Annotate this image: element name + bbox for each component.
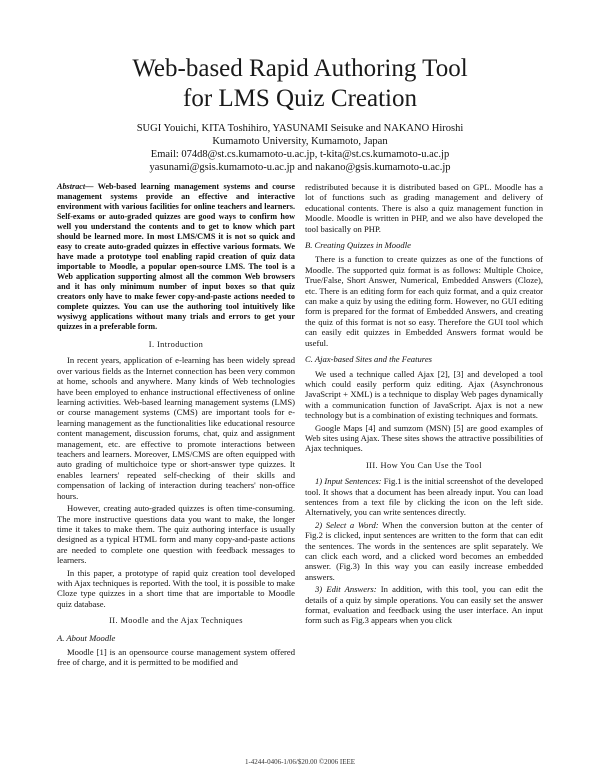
section-heading-moodle-ajax: II. Moodle and the Ajax Techniques xyxy=(109,616,243,626)
moodle-continued-paragraph: redistributed because it is distributed based on GPL. Moodle has a lot of functions such as grading management and delivery of educational contents. There is also a quiz management function in Moodle. Moodle is written in PHP, and we also have developed the tool basically on PHP. xyxy=(305,182,543,234)
step-3-lead: 3) Edit Answers: xyxy=(315,584,377,595)
email-line-1: Email: 074d8@st.cs.kumamoto-u.ac.jp, t-kita@st.cs.kumamoto-u.ac.jp xyxy=(150,149,450,160)
paper-title xyxy=(0,54,600,114)
subsection-heading-creating-quizzes: B. Creating Quizzes in Moodle xyxy=(305,240,411,251)
step-edit-answers xyxy=(305,584,543,626)
title-line-2: for LMS Quiz Creation xyxy=(183,85,417,112)
step-select-word xyxy=(305,520,543,582)
step-1-lead: 1) Input Sentences: xyxy=(315,476,382,487)
step-input-sentences xyxy=(305,476,543,518)
subsection-heading-about-moodle: A. About Moodle xyxy=(57,632,116,643)
affiliation: Kumamoto University, Kumamoto, Japan xyxy=(212,136,388,147)
author-names: SUGI Youichi, KITA Toshihiro, YASUNAMI Seisuke and NAKANO Hiroshi xyxy=(136,123,464,134)
abstract-lead: Abstract xyxy=(57,182,86,191)
copyright-footer: 1-4244-0406-1/06/$20.00 ©2006 IEEE xyxy=(244,758,356,766)
creating-quizzes-paragraph: There is a function to create quizzes as one of the functions of Moodle. The supported quiz format is as follows: Multiple Choice, True/False, Short Answer, Numerical, Embedded Answers (Cloze), etc. There is an editing form for each quiz format, and a quiz creator can make a quiz by using the editing form. However, no GUI editing form is prepared for the format of Embedded Answers, and creating the quiz of this format is not so easy. Therefore the GUI tool which can easily edit quizzes in Embedded Answers format would be useful. xyxy=(305,254,543,348)
ajax-paragraph-1: We used a technique called Ajax [2], [3] and developed a tool which could easily perform quiz editing. Ajax (Asynchronous JavaScript + XML) is a technique to display Web pages dynamically with a communication function of JavaScript. Ajax is not a new technology but is a combination of existing techniques and formats. xyxy=(305,368,543,421)
step-3-text: In addition, with this tool, you can edit the details of a quiz by simple operations. You can easily set the answer format, evaluation and feedback using the user interface. An input form such as Fig.3 appears when you click xyxy=(305,584,543,626)
step-2-lead: 2) Select a Word: xyxy=(315,519,379,530)
email-line-2: yasunami@gsis.kumamoto-u.ac.jp and nakano@gsis.kumamoto-u.ac.jp xyxy=(149,162,451,173)
abstract-text: — Web-based learning management systems and course management systems provide an effective and interactive environment with various facilities for online teachers and learners. Self-exams or auto-graded quizzes are good ways to confirm how well you understand the contents and to get to know which part should be learned more. In most LMS/CMS it is not so quick and easy to create auto-graded quizzes in effective various formats. We have made a prototype tool enabling rapid creation of quiz data importable to Moodle, a popular open-source LMS. The tool is a Web application supporting almost all the common Web browsers and it has only minimum number of input boxes so that quiz creators only have to make fewer copy-and-paste actions needed to complete quizzes. You can use the authoring tool intuitively like wysiwyg applications without many trials and errors to get your quizzes in a preferable form. xyxy=(57,182,295,331)
step-2-text: When the conversion button at the center of Fig.2 is clicked, input sentences are written to the form that can edit the sentences. The words in the sentences are split separately. We can click each word, and a clicked word becomes an embedded answer. (Fig.3) In this way you can easily increase embedded answers. xyxy=(305,519,543,582)
intro-paragraph-2: However, creating auto-graded quizzes is often time-consuming. The more instructive questions data you want to make, the longer time it takes to make them. The quiz authoring interface is usually designed as a typical HTML form and many copy-and-paste actions are needed to complete one question with feedback messages to learners. xyxy=(57,503,295,566)
abstract xyxy=(57,182,295,332)
section-heading-introduction: I. Introduction xyxy=(148,340,204,349)
right-column xyxy=(305,182,543,628)
intro-paragraph-3: In this paper, a prototype of rapid quiz creation tool developed with Ajax techniques is reported. With the tool, it is possible to make Cloze type quizzes in a short time that are importable to Moodle quiz database. xyxy=(57,567,295,609)
about-moodle-paragraph: Moodle [1] is an opensource course management system offered free of charge, and it is permitted to be modified and xyxy=(57,646,295,668)
author-block xyxy=(0,122,600,174)
intro-paragraph-1: In recent years, application of e-learning has been widely spread over various fields as the Internet connection has been very common at home, schools and anywhere. Many kinds of Web technologies have been employed to enhance instructional effectiveness of online learning activities. Web-based learning management systems (LMS) or course management systems (CMS) are important tools for e-learning management as the functionalities like educational resource content management, discussion forums, chat, quiz and assignment management, etc. are effective to promote interactions between teachers and learners. Moreover, LMS/CMS are often equipped with auto grading of multichoice type or short-answer type quizzes. It enables learners' repeated self-checking of their skills and compensation of lacking of interaction during teachers' non-office hours. xyxy=(57,355,295,501)
title-line-1: Web-based Rapid Authoring Tool xyxy=(132,55,468,82)
ajax-paragraph-2: Google Maps [4] and sumzom (MSN) [5] are good examples of Web sites using Ajax. These sites shows the attractive possibilities of Ajax techniques. xyxy=(305,422,543,454)
left-column xyxy=(57,182,295,670)
step-1-text: Fig.1 is the initial screenshot of the developed tool. It shows that a document has been already input. You can load sentences from a text file by clicking the icon on the left side. Alternatively, you can write sentences directly. xyxy=(305,476,543,518)
section-heading-how-to-use: III. How You Can Use the Tool xyxy=(365,460,482,470)
subsection-heading-ajax-sites: C. Ajax-based Sites and the Features xyxy=(305,354,432,365)
